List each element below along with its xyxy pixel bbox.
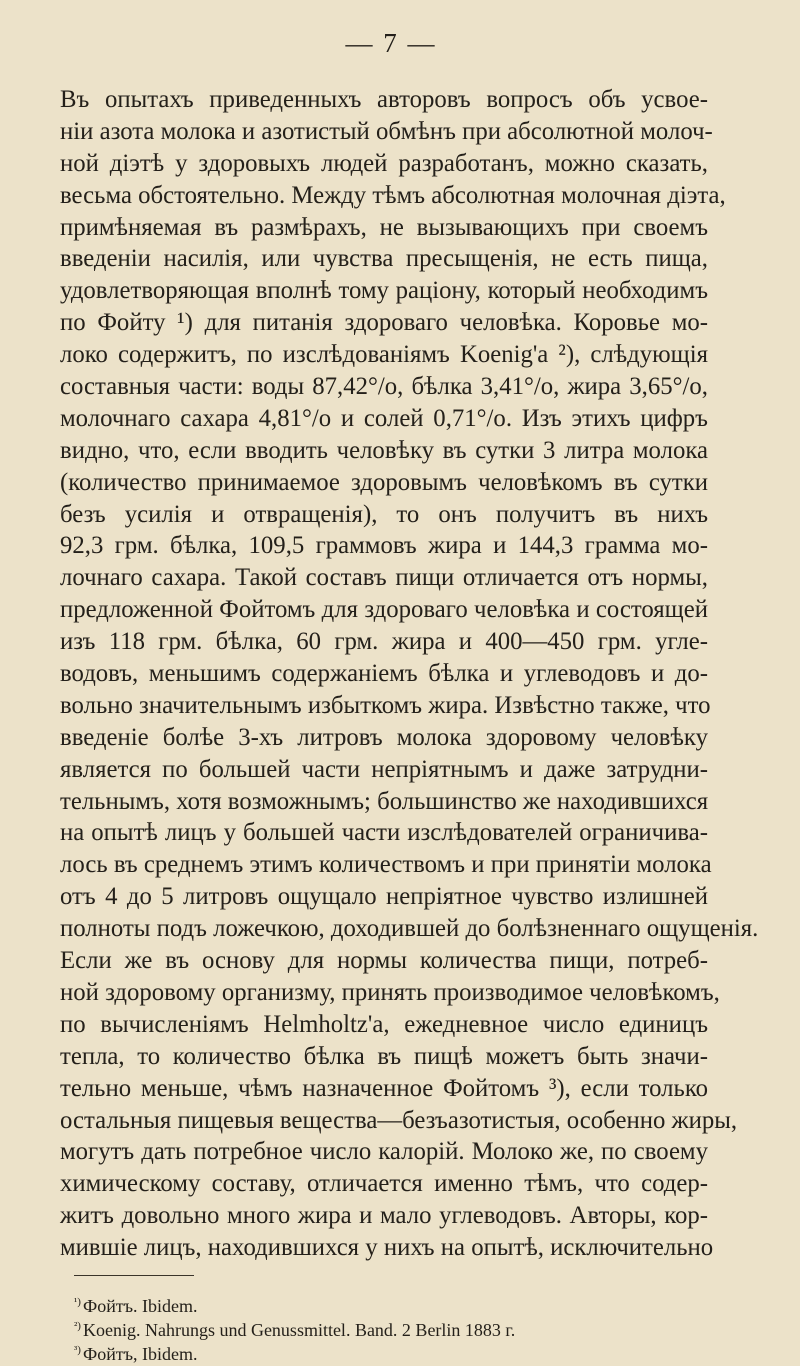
text-line: остальныя пищевыя вещества—безъазотистыя, особенно жиры, [60,1104,738,1134]
text-line: вольно значительнымъ избыткомъ жира. Извѣстно также, что [60,689,711,719]
text-line: молочнаго сахара 4,81°/о и солей 0,71°/о. Изъ этихъ цифръ [60,402,708,432]
footnote [74,1314,708,1338]
text-line: весьма обстоятельно. Между тѣмъ абсолютная молочная діэта, [60,179,726,209]
text-line: изъ 118 грм. бѣлка, 60 грм. жира и 400—450 грм. угле- [60,626,708,656]
text-line: житъ довольно много жира и мало углеводовъ. Авторы, кор- [60,1200,708,1230]
footnote-text: Фойтъ, Ibidem. [82,1343,198,1364]
text-line: удовлетворяющая вполнѣ тому раціону, который необходимъ [60,275,708,305]
text-line: на опытѣ лицъ у большей части изслѣдователей ограничива- [60,817,708,847]
text-line: тепла, то количество бѣлка въ пищѣ можетъ быть значи- [60,1040,708,1070]
footnote-rule [74,1275,194,1276]
footnote-mark: ²) [74,1319,81,1332]
text-line: введеніе болѣе 3-хъ литровъ молока здоровому человѣку [60,721,708,751]
text-line: ной здоровому организму, принять производимое человѣкомъ, [60,976,720,1006]
text-line: по вычисленіямъ Helmholtz'a, ежедневное число единицъ [60,1008,708,1038]
text-line: введеніи насилія, или чувства пресыщенія, не есть пища, [60,243,708,273]
text-line: водовъ, меньшимъ содержаніемъ бѣлка и углеводовъ и до- [60,658,708,688]
text-line: (количество принимаемое здоровымъ человѣкомъ въ сутки [60,466,708,496]
text-line: химическому составу, отличается именно тѣмъ, что содер- [60,1168,708,1198]
text-line: по Фойту ¹) для питанія здороваго человѣка. Коровье мо- [60,307,708,337]
text-line: является по большей части непріятнымъ и даже затрудни- [60,753,708,783]
text-line: полноты подъ ложечкою, доходившей до болѣзненнаго ощущенія. [60,913,759,943]
footnote-mark: ¹) [74,1295,81,1308]
footnote [74,1290,708,1314]
text-line: лочнаго сахара. Такой составъ пищи отличается отъ нормы, [60,562,708,592]
text-line: лось въ среднемъ этимъ количествомъ и при принятіи молока [60,849,712,879]
text-line: Въ опытахъ приведенныхъ авторовъ вопросъ объ усвое- [60,84,708,113]
text-line: тельнымъ, хотя возможнымъ; большинство же находившихся [60,785,709,815]
text-line: локо содержитъ, по изслѣдованіямъ Koenig'a ²), слѣдующія [60,339,708,369]
footnote-mark: ³) [74,1343,81,1356]
text-line: 92,3 грм. бѣлка, 109,5 граммовъ жира и 144,3 грамма мо- [60,530,708,560]
text-line: предложенной Фойтомъ для здороваго человѣка и состоящей [60,594,708,624]
text-line: мившіе лицъ, находившихся у нихъ на опытѣ, исключительно [60,1232,714,1262]
text-line: тельно меньше, чѣмъ назначенное Фойтомъ ³), если только [60,1072,708,1102]
text-line: примѣняемая въ размѣрахъ, не вызывающихъ при своемъ [60,211,708,241]
text-line: ной діэтѣ у здоровыхъ людей разработанъ, можно сказать, [60,147,708,177]
body-text [60,83,759,1263]
footnote [74,1338,708,1362]
text-line: составныя части: воды 87,42°/о, бѣлка 3,41°/о, жира 3,65°/о, [60,371,708,401]
text-line: ніи азота молока и азотистый обмѣнъ при абсолютной молоч- [60,115,713,145]
footnote-text: Koenig. Nahrungs und Genussmittel. Band. 2 Berlin 1883 г. [82,1319,516,1340]
page-number: — 7 — [345,28,437,58]
text-line: могутъ дать потребное число калорій. Молоко же, по своему [60,1136,708,1166]
footnotes [60,1290,708,1362]
book-page [60,28,759,1364]
footnote-text: Фойтъ. Ibidem. [82,1295,198,1316]
text-line: видно, что, если вводить человѣку въ сутки 3 литра молока [60,434,708,464]
text-line: безъ усилія и отвращенія), то онъ получитъ въ нихъ [60,498,708,528]
text-line: Если же въ основу для нормы количества пищи, потреб- [60,945,708,975]
text-line: отъ 4 до 5 литровъ ощущало непріятное чувство излишней [60,881,708,911]
